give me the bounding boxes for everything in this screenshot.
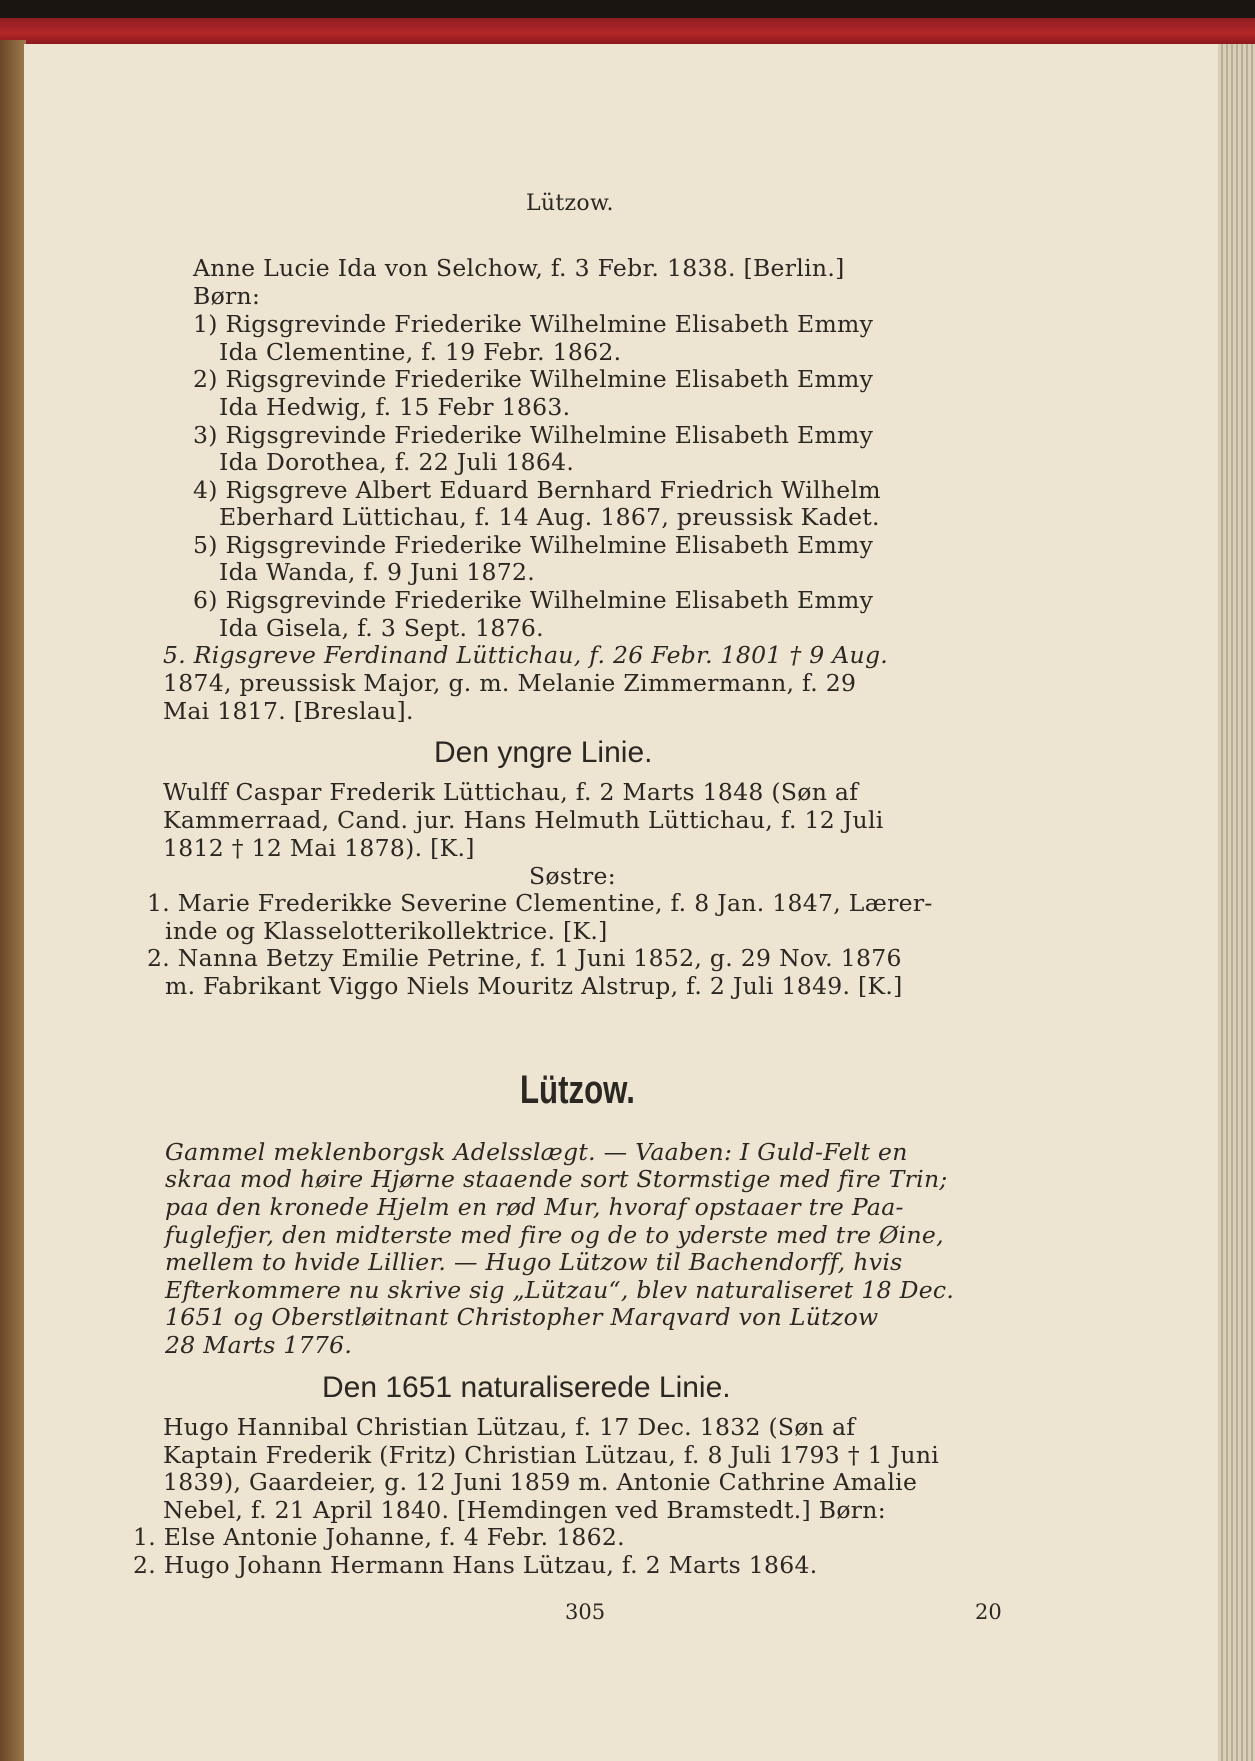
text-line: 1812 † 12 Mai 1878). [K.] — [163, 834, 475, 862]
text-line: Eberhard Lüttichau, f. 14 Aug. 1867, preussisk Kadet. — [219, 503, 880, 531]
text-line: Hugo Hannibal Christian Lützau, f. 17 Dec. 1832 (Søn af — [163, 1413, 856, 1441]
text-line: 1. Else Antonie Johanne, f. 4 Febr. 1862. — [133, 1523, 625, 1551]
text-line: 4) Rigsgreve Albert Eduard Bernhard Friedrich Wilhelm — [193, 476, 881, 504]
text-line: 3) Rigsgrevinde Friederike Wilhelmine Elisabeth Emmy — [193, 421, 874, 449]
text-line: Ida Wanda, f. 9 Juni 1872. — [219, 558, 536, 586]
text-line: 2. Hugo Johann Hermann Hans Lützau, f. 2 Marts 1864. — [133, 1551, 818, 1579]
text-line: 1874, preussisk Major, g. m. Melanie Zimmermann, f. 29 — [163, 669, 857, 697]
family-title: Lützow. — [520, 1068, 635, 1112]
text-line: fuglefjer, den midterste med fire og de to yderste med tre Øine, — [165, 1221, 944, 1249]
section-heading: Den 1651 naturaliserede Linie. — [322, 1371, 731, 1404]
text-line: Mai 1817. [Breslau]. — [163, 697, 414, 725]
text-line: 1. Marie Frederikke Severine Clementine, f. 8 Jan. 1847, Lærer- — [147, 889, 933, 917]
book-gutter — [0, 40, 26, 1761]
text-line: Wulff Caspar Frederik Lüttichau, f. 2 Marts 1848 (Søn af — [163, 778, 859, 806]
text-line: Kammerraad, Cand. jur. Hans Helmuth Lüttichau, f. 12 Juli — [163, 806, 884, 834]
text-line: Nebel, f. 21 April 1840. [Hemdingen ved Bramstedt.] Børn: — [163, 1496, 886, 1524]
text-line: paa den kronede Hjelm en rød Mur, hvoraf opstaaer tre Paa- — [165, 1193, 904, 1221]
text-line: inde og Klasselotterikollektrice. [K.] — [165, 917, 608, 945]
text-line: Ida Hedwig, f. 15 Febr 1863. — [219, 393, 571, 421]
section-heading: Den yngre Linie. — [434, 736, 653, 769]
text-line: Anne Lucie Ida von Selchow, f. 3 Febr. 1838. [Berlin.] — [193, 254, 845, 282]
text-line: Børn: — [193, 282, 261, 310]
text-line: 1651 og Oberstløitnant Christopher Marqvard von Lützow — [165, 1303, 879, 1331]
text-line: 2) Rigsgrevinde Friederike Wilhelmine Elisabeth Emmy — [193, 365, 874, 393]
text-line: skraa mod høire Hjørne staaende sort Stormstige med fire Trin; — [165, 1165, 948, 1193]
text-line: mellem to hvide Lillier. — Hugo Lützow til Bachendorff, hvis — [165, 1248, 903, 1276]
text-line: 5. Rigsgreve Ferdinand Lüttichau, f. 26 Febr. 1801 † 9 Aug. — [163, 641, 889, 669]
text-line: Ida Gisela, f. 3 Sept. 1876. — [219, 614, 544, 642]
page-edges — [1218, 44, 1255, 1761]
signature-mark: 20 — [975, 1600, 1002, 1624]
text-line: 2. Nanna Betzy Emilie Petrine, f. 1 Juni 1852, g. 29 Nov. 1876 — [147, 944, 902, 972]
text-line: Efterkommere nu skrive sig „Lützau“, blev naturaliseret 18 Dec. — [165, 1276, 955, 1304]
text-line: Ida Dorothea, f. 22 Juli 1864. — [219, 448, 575, 476]
text-line: 6) Rigsgrevinde Friederike Wilhelmine Elisabeth Emmy — [193, 586, 874, 614]
text-line: 1839), Gaardeier, g. 12 Juni 1859 m. Antonie Cathrine Amalie — [163, 1468, 918, 1496]
text-line: Gammel meklenborgsk Adelsslægt. — Vaaben: I Guld-Felt en — [165, 1138, 908, 1166]
page-number: 305 — [565, 1600, 606, 1624]
text-line: Kaptain Frederik (Fritz) Christian Lützau, f. 8 Juli 1793 † 1 Juni — [163, 1441, 940, 1469]
text-line: 28 Marts 1776. — [165, 1331, 353, 1359]
text-line: Søstre: — [529, 862, 616, 890]
running-head: Lützow. — [526, 191, 614, 216]
text-line: 5) Rigsgrevinde Friederike Wilhelmine Elisabeth Emmy — [193, 531, 874, 559]
text-line: 1) Rigsgrevinde Friederike Wilhelmine Elisabeth Emmy — [193, 310, 874, 338]
text-line: m. Fabrikant Viggo Niels Mouritz Alstrup, f. 2 Juli 1849. [K.] — [165, 972, 903, 1000]
text-line: Ida Clementine, f. 19 Febr. 1862. — [219, 338, 622, 366]
